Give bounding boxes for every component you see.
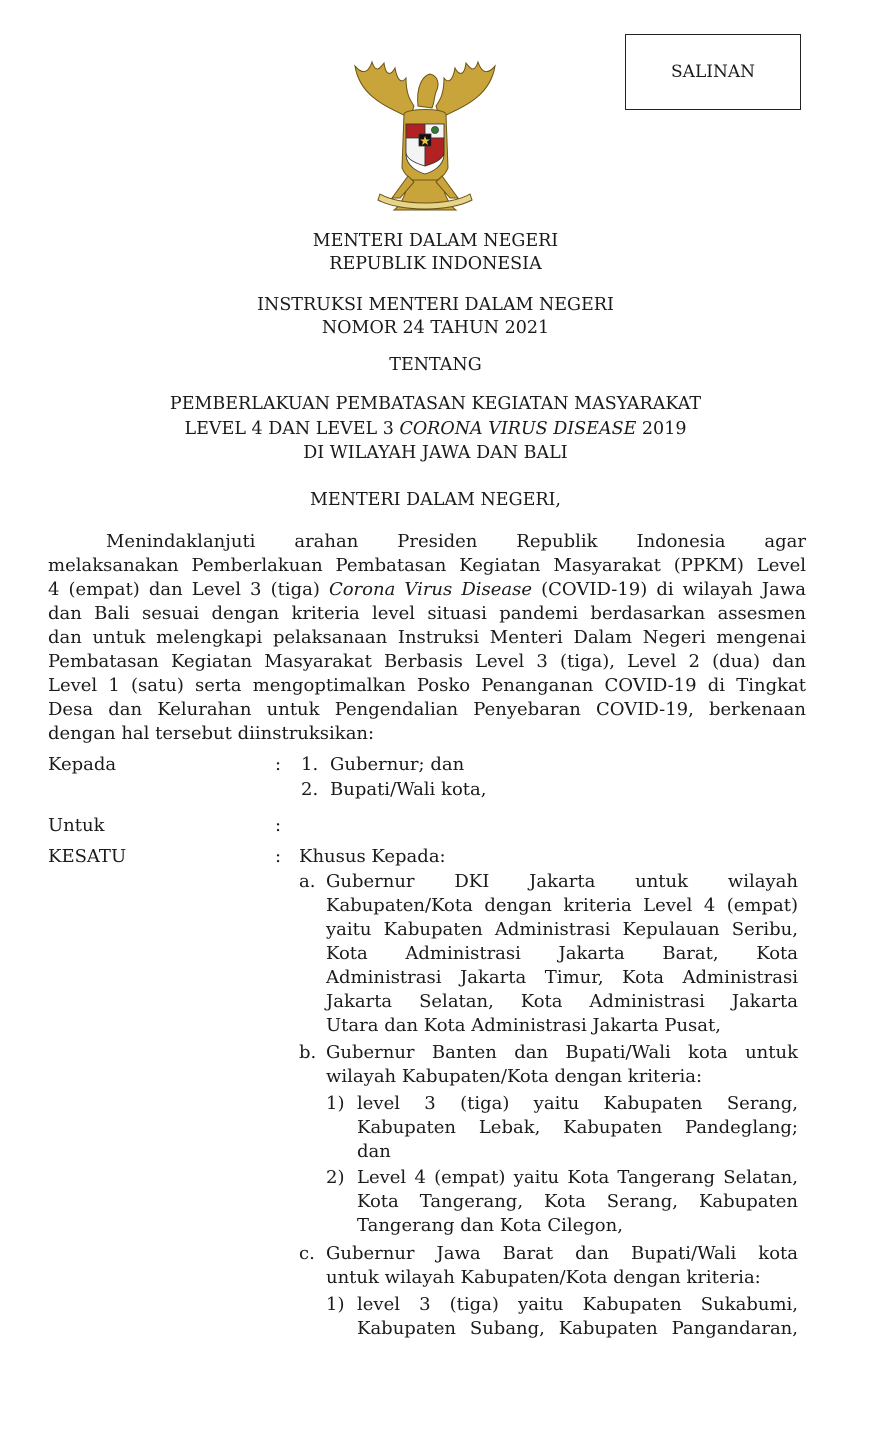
garuda-emblem	[340, 48, 510, 218]
item-b2-label: 2)	[326, 1167, 345, 1188]
item-c1-text: level 3 (tiga) yaitu Kabupaten Sukabumi, Kabupaten Subang, Kabupaten Pangandaran,	[357, 1294, 798, 1339]
item-b2-text: Level 4 (empat) yaitu Kota Tangerang Selatan, Kota Tangerang, Kota Serang, Kabupaten Tangerang dan Kota Cilegon,	[357, 1167, 798, 1236]
item-c-label: c.	[299, 1243, 315, 1264]
untuk-label: Untuk	[48, 815, 105, 836]
preamble-paragraph: Menindaklanjuti arahan Presiden Republik Indonesia agar melaksanakan Pemberlakuan Pembatasan Kegiatan Masyarakat (PPKM) Level 4 (empat) dan Level 3 (tiga) Corona Virus Disease (COVID-19) di wilayah Jawa dan Bali sesuai dengan kriteria level situasi pandemi berdasarkan assesmen dan untuk melengkapi pelaksanaan Instruksi Menteri Dalam Negeri mengenai Pembatasan Kegiatan Masyarakat Berbasis Level 3 (tiga), Level 2 (dua) dan Level 1 (satu) serta mengoptimalkan Posko Penanganan COVID-19 di Tingkat Desa dan Kelurahan untuk Pengendalian Penyebaran COVID-19, berkenaan dengan hal tersebut diinstruksikan:	[48, 531, 806, 744]
issuer-line-1: MENTERI DALAM NEGERI	[312, 231, 559, 251]
kepada-item-num: 1.	[301, 754, 319, 775]
item-b1-text: level 3 (tiga) yaitu Kabupaten Serang, Kabupaten Lebak, Kabupaten Pandeglang; dan	[357, 1093, 798, 1162]
salinan-stamp	[625, 34, 801, 110]
tentang-label: TENTANG	[389, 355, 482, 375]
issuer-line-2: REPUBLIK INDONESIA	[329, 254, 542, 274]
salinan-label: SALINAN	[671, 62, 755, 82]
issuer-heading: MENTERI DALAM NEGERI,	[309, 490, 561, 510]
kesatu-heading: Khusus Kepada:	[299, 846, 446, 867]
item-c1-label: 1)	[326, 1294, 345, 1315]
item-a-text: Gubernur DKI Jakarta untuk wilayah Kabupaten/Kota dengan kriteria Level 4 (empat) yaitu Kabupaten Administrasi Kepulauan Seribu, Kota Administrasi Jakarta Barat, Kota Administrasi Jakarta Timur, Kota Administrasi Jakarta Selatan, Kota Administrasi Jakarta Utara dan Kota Administrasi Jakarta Pusat,	[326, 871, 798, 1036]
item-c-text: Gubernur Jawa Barat dan Bupati/Wali kota untuk wilayah Kabupaten/Kota dengan kriteria:	[326, 1243, 798, 1288]
kepada-item-num: 2.	[301, 779, 319, 800]
subject-line-1: PEMBERLAKUAN PEMBATASAN KEGIATAN MASYARAKAT	[169, 394, 702, 414]
kesatu-label: KESATU	[48, 846, 127, 867]
item-b-text: Gubernur Banten dan Bupati/Wali kota untuk wilayah Kabupaten/Kota dengan kriteria:	[326, 1042, 798, 1087]
kepada-item: Gubernur; dan	[330, 754, 465, 775]
item-b-label: b.	[299, 1042, 317, 1063]
kesatu-colon: :	[275, 846, 282, 867]
document-number: NOMOR 24 TAHUN 2021	[321, 318, 550, 338]
document-title: INSTRUKSI MENTERI DALAM NEGERI	[257, 295, 614, 315]
item-b1-label: 1)	[326, 1093, 345, 1114]
kepada-item: Bupati/Wali kota,	[330, 779, 487, 800]
subject-line-3: DI WILAYAH JAWA DAN BALI	[303, 443, 568, 463]
kepada-colon: :	[275, 754, 282, 775]
item-a-label: a.	[299, 871, 316, 892]
subject-line-2: LEVEL 4 DAN LEVEL 3 CORONA VIRUS DISEASE 2019	[184, 419, 687, 439]
kepada-label: Kepada	[48, 754, 117, 775]
untuk-colon: :	[275, 815, 282, 836]
